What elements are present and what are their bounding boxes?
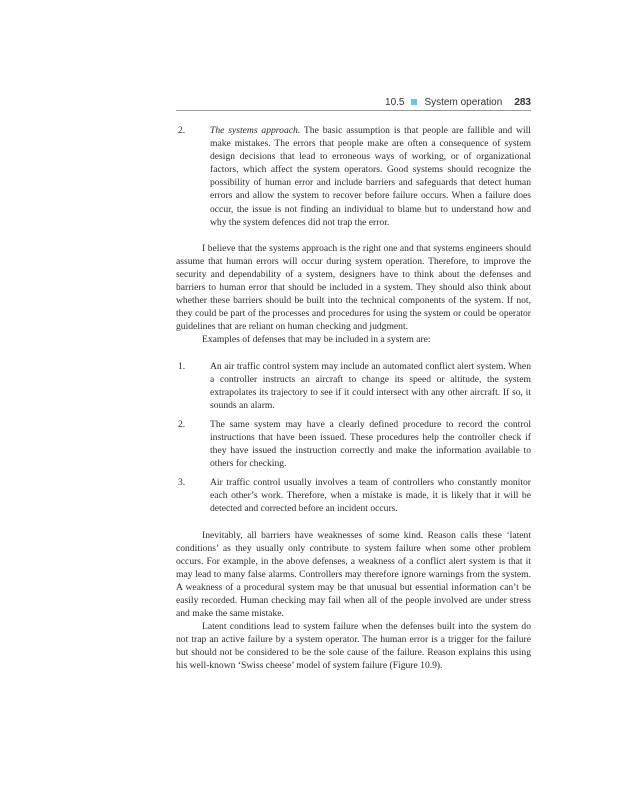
list-item — [176, 476, 531, 515]
list-item-number: 2. — [178, 125, 186, 136]
page-body — [176, 124, 531, 673]
paragraph: I believe that the systems approach is the right one and that systems engineers should assume that human errors will occur during system operation. Therefore, to improve the security and dependability of a system, designers have to think about the defenses and barriers to human error that should be included in a system. They should also think about whether these barriers should be built into the technical components of the system. If not, they could be part of the processes and procedures for using the system or could be operator guidelines that are reliant on human checking and judgment. — [176, 242, 531, 333]
header-rule — [176, 110, 531, 111]
page-number: 283 — [514, 96, 531, 108]
list-item-systems-approach — [176, 124, 531, 229]
paragraph: Latent conditions lead to system failure when the defenses built into the system do not trap an active failure by a system operator. The human error is a trigger for the failure but should not be considered to be the sole cause of the failure. Reason explains this using his well-known ‘Swiss cheese’ model of system failure (Figure 10.9). — [176, 621, 531, 672]
section-title: System operation — [424, 96, 503, 108]
list-item-text: An air traffic control system may include an automated conflict alert system. When a controller instructs an aircraft to change its speed or altitude, the system extrapolates its trajectory to see if it could intersect with any other aircraft. If so, it sounds an alarm. — [210, 360, 531, 411]
list-item-number: 2. — [178, 418, 186, 430]
list-item — [176, 360, 531, 412]
spacer — [176, 516, 531, 529]
list-item-text: The same system may have a clearly defined procedure to record the control instructions that have been issued. These procedures help the controller check if they have issued the instruction correctly and make the information available to others for checking. — [210, 418, 531, 470]
list-item-title: The systems approach. — [210, 125, 301, 136]
paragraph: Examples of defenses that may be included in a system are: — [202, 334, 431, 346]
section-number: 10.5 — [385, 96, 405, 108]
list-item-text — [210, 124, 531, 229]
list-item-number: 1. — [178, 360, 186, 372]
running-header — [176, 94, 531, 110]
paragraph: Inevitably, all barriers have weaknesses of some kind. Reason calls these ‘latent conditions’ as they usually only contribute to system failure when some other problem occurs. For example, in the above defenses, a weakness of a conflict alert system is that it may lead to many false alarms. Controllers may therefore ignore warnings from the system. A weakness of a procedural system may be that unusual but essential information can’t be easily recorded. Human checking may fail when all of the people involved are under stress and make the same mistake. — [176, 529, 531, 620]
list-item — [176, 418, 531, 470]
spacer — [176, 347, 531, 360]
list-item-number: 3. — [178, 477, 186, 489]
spacer — [176, 229, 531, 242]
square-bullet-icon — [411, 99, 417, 105]
list-item-body: The basic assumption is that people are fallible and will make mistakes. The errors that people make are often a consequence of system design decisions that lead to erroneous ways of working, or of organizational factors, which affect the system operators. Good systems should recognize the possibility of human error and include barriers and safeguards that detect human errors and allow the system to recover before failure occurs. When a failure does occur, the issue is not finding an individual to blame but to understand how and why the system defences did not trap the error. — [210, 125, 531, 228]
list-item-text: Air traffic control usually involves a team of controllers who constantly monitor each other’s work. Therefore, when a mistake is made, it is likely that it will be detected and corrected before an incident occurs. — [210, 477, 531, 515]
